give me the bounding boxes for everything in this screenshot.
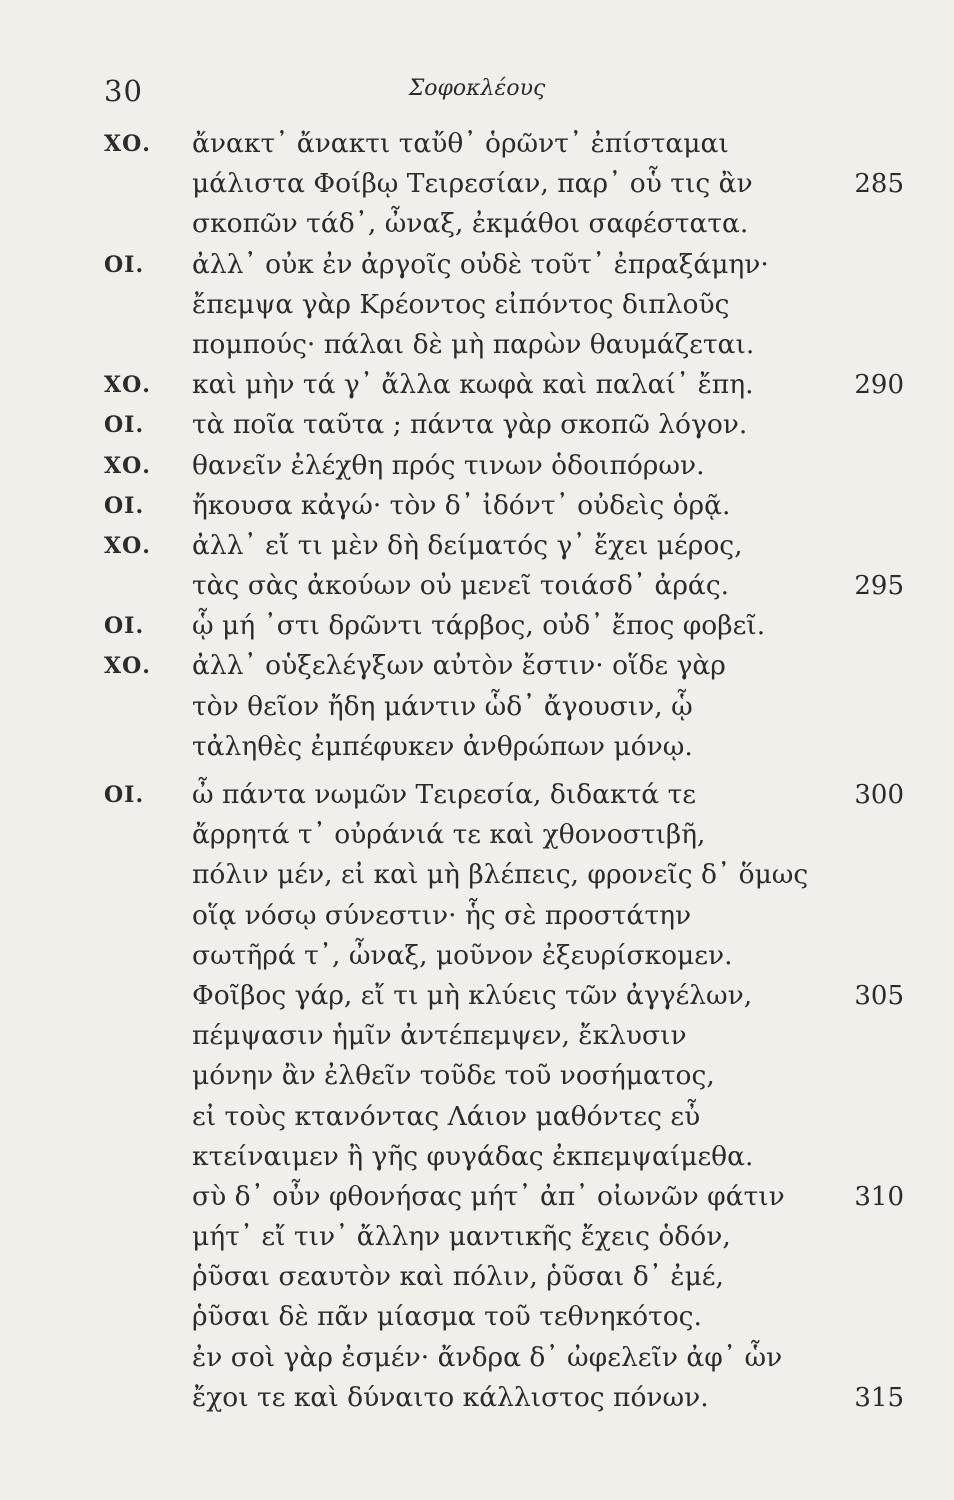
- verse-text: θανεῖν ἐλέχθη πρός τινων ὁδοιπόρων.: [192, 449, 705, 481]
- verse-text: ᾧ μή ᾽στι δρῶντι τάρβος, οὐδ᾽ ἔπος φοβεῖ.: [192, 610, 766, 642]
- verse-line: [0, 727, 954, 767]
- verse-text: ἄνακτ᾽ ἄνακτι ταὔθ᾽ ὁρῶντ᾽ ἐπίσταμαι: [192, 128, 729, 159]
- verse-line: [0, 936, 954, 976]
- speaker-label: ΧΟ.: [104, 653, 151, 680]
- speaker-label: ΟΙ.: [104, 412, 145, 439]
- verse-text: ἔπεμψα γὰρ Κρέοντος εἰπόντος διπλοῦς: [192, 288, 730, 320]
- verse-text: κτείναιμεν ἢ γῆς φυγάδας ἐκπεμψαίμεθα.: [192, 1140, 754, 1172]
- verse-line: [0, 1097, 954, 1137]
- verse-text: μόνην ἂν ἐλθεῖν τοῦδε τοῦ νοσήματος,: [192, 1060, 715, 1092]
- speaker-label: ΟΙ.: [104, 251, 145, 278]
- verse-line: [0, 204, 954, 244]
- verse-line: [0, 646, 954, 686]
- verse-text: μήτ᾽ εἴ τιν᾽ ἄλλην μαντικῆς ἔχεις ὁδόν,: [192, 1221, 731, 1253]
- verse-text: σκοπῶν τάδ᾽, ὦναξ, ἐκμάθοι σαφέστατα.: [192, 208, 749, 240]
- verse-line: [0, 446, 954, 486]
- verse-line: [0, 486, 954, 526]
- line-number: 315: [854, 1382, 904, 1413]
- verse-text: σωτῆρά τ᾽, ὦναξ, μοῦνον ἐξευρίσκομεν.: [192, 939, 733, 971]
- verse-line: [0, 1338, 954, 1378]
- verse-line: [0, 1137, 954, 1177]
- line-number: 290: [854, 370, 904, 401]
- verse-line: [0, 405, 954, 445]
- speaker-label: ΟΙ.: [104, 492, 145, 519]
- verse-line: [0, 896, 954, 936]
- verse-line: [0, 245, 954, 285]
- line-number: 310: [854, 1181, 904, 1212]
- verse-text: σὺ δ᾽ οὖν φθονήσας μήτ᾽ ἀπ᾽ οἰωνῶν φάτιν: [192, 1180, 785, 1212]
- verse-text: ὦ πάντα νωμῶν Τειρεσία, διδακτά τε: [192, 779, 696, 810]
- verse-text: πόλιν μέν, εἰ καὶ μὴ βλέπεις, φρονεῖς δ᾽ ὅμως: [192, 859, 809, 891]
- verse-text: πομπούς· πάλαι δὲ μὴ παρὼν θαυμάζεται.: [192, 328, 755, 360]
- verse-line: [0, 1016, 954, 1056]
- verse-line: [0, 1257, 954, 1297]
- verse-line: [0, 164, 954, 204]
- verse-line: [0, 566, 954, 606]
- verse-text: ῥῦσαι σεαυτὸν καὶ πόλιν, ῥῦσαι δ᾽ ἐμέ,: [192, 1261, 724, 1293]
- verse-text: τὰ ποῖα ταῦτα ; πάντα γὰρ σκοπῶ λόγον.: [192, 409, 748, 441]
- verse-text: ἐν σοὶ γὰρ ἐσμέν· ἄνδρα δ᾽ ὠφελεῖν ἀφ᾽ ὧν: [192, 1341, 783, 1373]
- verse-line: [0, 775, 954, 815]
- speaker-label: ΧΟ.: [104, 372, 151, 399]
- verse-line: [0, 855, 954, 895]
- verse-line: [0, 526, 954, 566]
- verse-text: ἀλλ᾽ εἴ τι μὲν δὴ δείματός γ᾽ ἔχει μέρος,: [192, 529, 743, 561]
- verse-text: ἀλλ᾽ οὐκ ἐν ἀργοῖς οὐδὲ τοῦτ᾽ ἐπραξάμην·: [192, 248, 769, 280]
- line-number: 305: [854, 980, 904, 1011]
- speaker-label: ΧΟ.: [104, 532, 151, 559]
- verse-line: [0, 1378, 954, 1418]
- line-number: 295: [854, 571, 904, 602]
- line-number: 285: [854, 169, 904, 200]
- verse-line: [0, 285, 954, 325]
- verse-line: [0, 606, 954, 646]
- verse-text: εἰ τοὺς κτανόντας Λάιον μαθόντες εὖ: [192, 1100, 701, 1132]
- verse-text: ἄρρητά τ᾽ οὐράνιά τε καὶ χθονοστιβῆ,: [192, 819, 706, 851]
- speaker-label: ΧΟ.: [104, 131, 151, 157]
- running-title: Σοφοκλέους: [408, 76, 546, 101]
- verse-line: [0, 1177, 954, 1217]
- verse-text: οἵᾳ νόσῳ σύνεστιν· ἧς σὲ προστάτην: [192, 899, 692, 931]
- speaker-label: ΟΙ.: [104, 613, 145, 640]
- line-number: 300: [854, 780, 904, 810]
- verse-text: Φοῖβος γάρ, εἴ τι μὴ κλύεις τῶν ἀγγέλων,: [192, 979, 753, 1011]
- verse-text: καὶ μὴν τά γ᾽ ἄλλα κωφὰ καὶ παλαί᾽ ἔπη.: [192, 369, 754, 401]
- speaker-label: ΟΙ.: [104, 782, 145, 808]
- verse-text: τἀληθὲς ἐμπέφυκεν ἀνθρώπων μόνῳ.: [192, 730, 693, 762]
- verse-text: πέμψασιν ἡμῖν ἀντέπεμψεν, ἔκλυσιν: [192, 1020, 687, 1052]
- speaker-label: ΧΟ.: [104, 452, 151, 479]
- verse-line: [0, 124, 954, 164]
- verse-line: [0, 1056, 954, 1096]
- verse-line: [0, 1297, 954, 1337]
- verse-text: ἔχοι τε καὶ δύναιτο κάλλιστος πόνων.: [192, 1381, 709, 1413]
- verse-line: [0, 325, 954, 365]
- verse-line: [0, 365, 954, 405]
- verse-text: τὸν θεῖον ἤδη μάντιν ὧδ᾽ ἄγουσιν, ᾧ: [192, 690, 693, 722]
- verse-text: ἀλλ᾽ οὑξελέγξων αὐτὸν ἔστιν· οἵδε γὰρ: [192, 650, 726, 682]
- verse-line: [0, 815, 954, 855]
- verse-text: ῥῦσαι δὲ πᾶν μίασμα τοῦ τεθνηκότος.: [192, 1301, 702, 1333]
- verse-block: [0, 124, 954, 1418]
- page-number: 30: [104, 74, 143, 108]
- verse-line: [0, 976, 954, 1016]
- verse-text: μάλιστα Φοίβῳ Τειρεσίαν, παρ᾽ οὗ τις ἂν: [192, 168, 753, 200]
- verse-line: [0, 1217, 954, 1257]
- verse-text: τὰς σὰς ἀκούων οὐ μενεῖ τοιάσδ᾽ ἀράς.: [192, 570, 730, 602]
- verse-text: ἤκουσα κἀγώ· τὸν δ᾽ ἰδόντ᾽ οὐδεὶς ὁρᾷ.: [192, 489, 731, 521]
- verse-line: [0, 687, 954, 727]
